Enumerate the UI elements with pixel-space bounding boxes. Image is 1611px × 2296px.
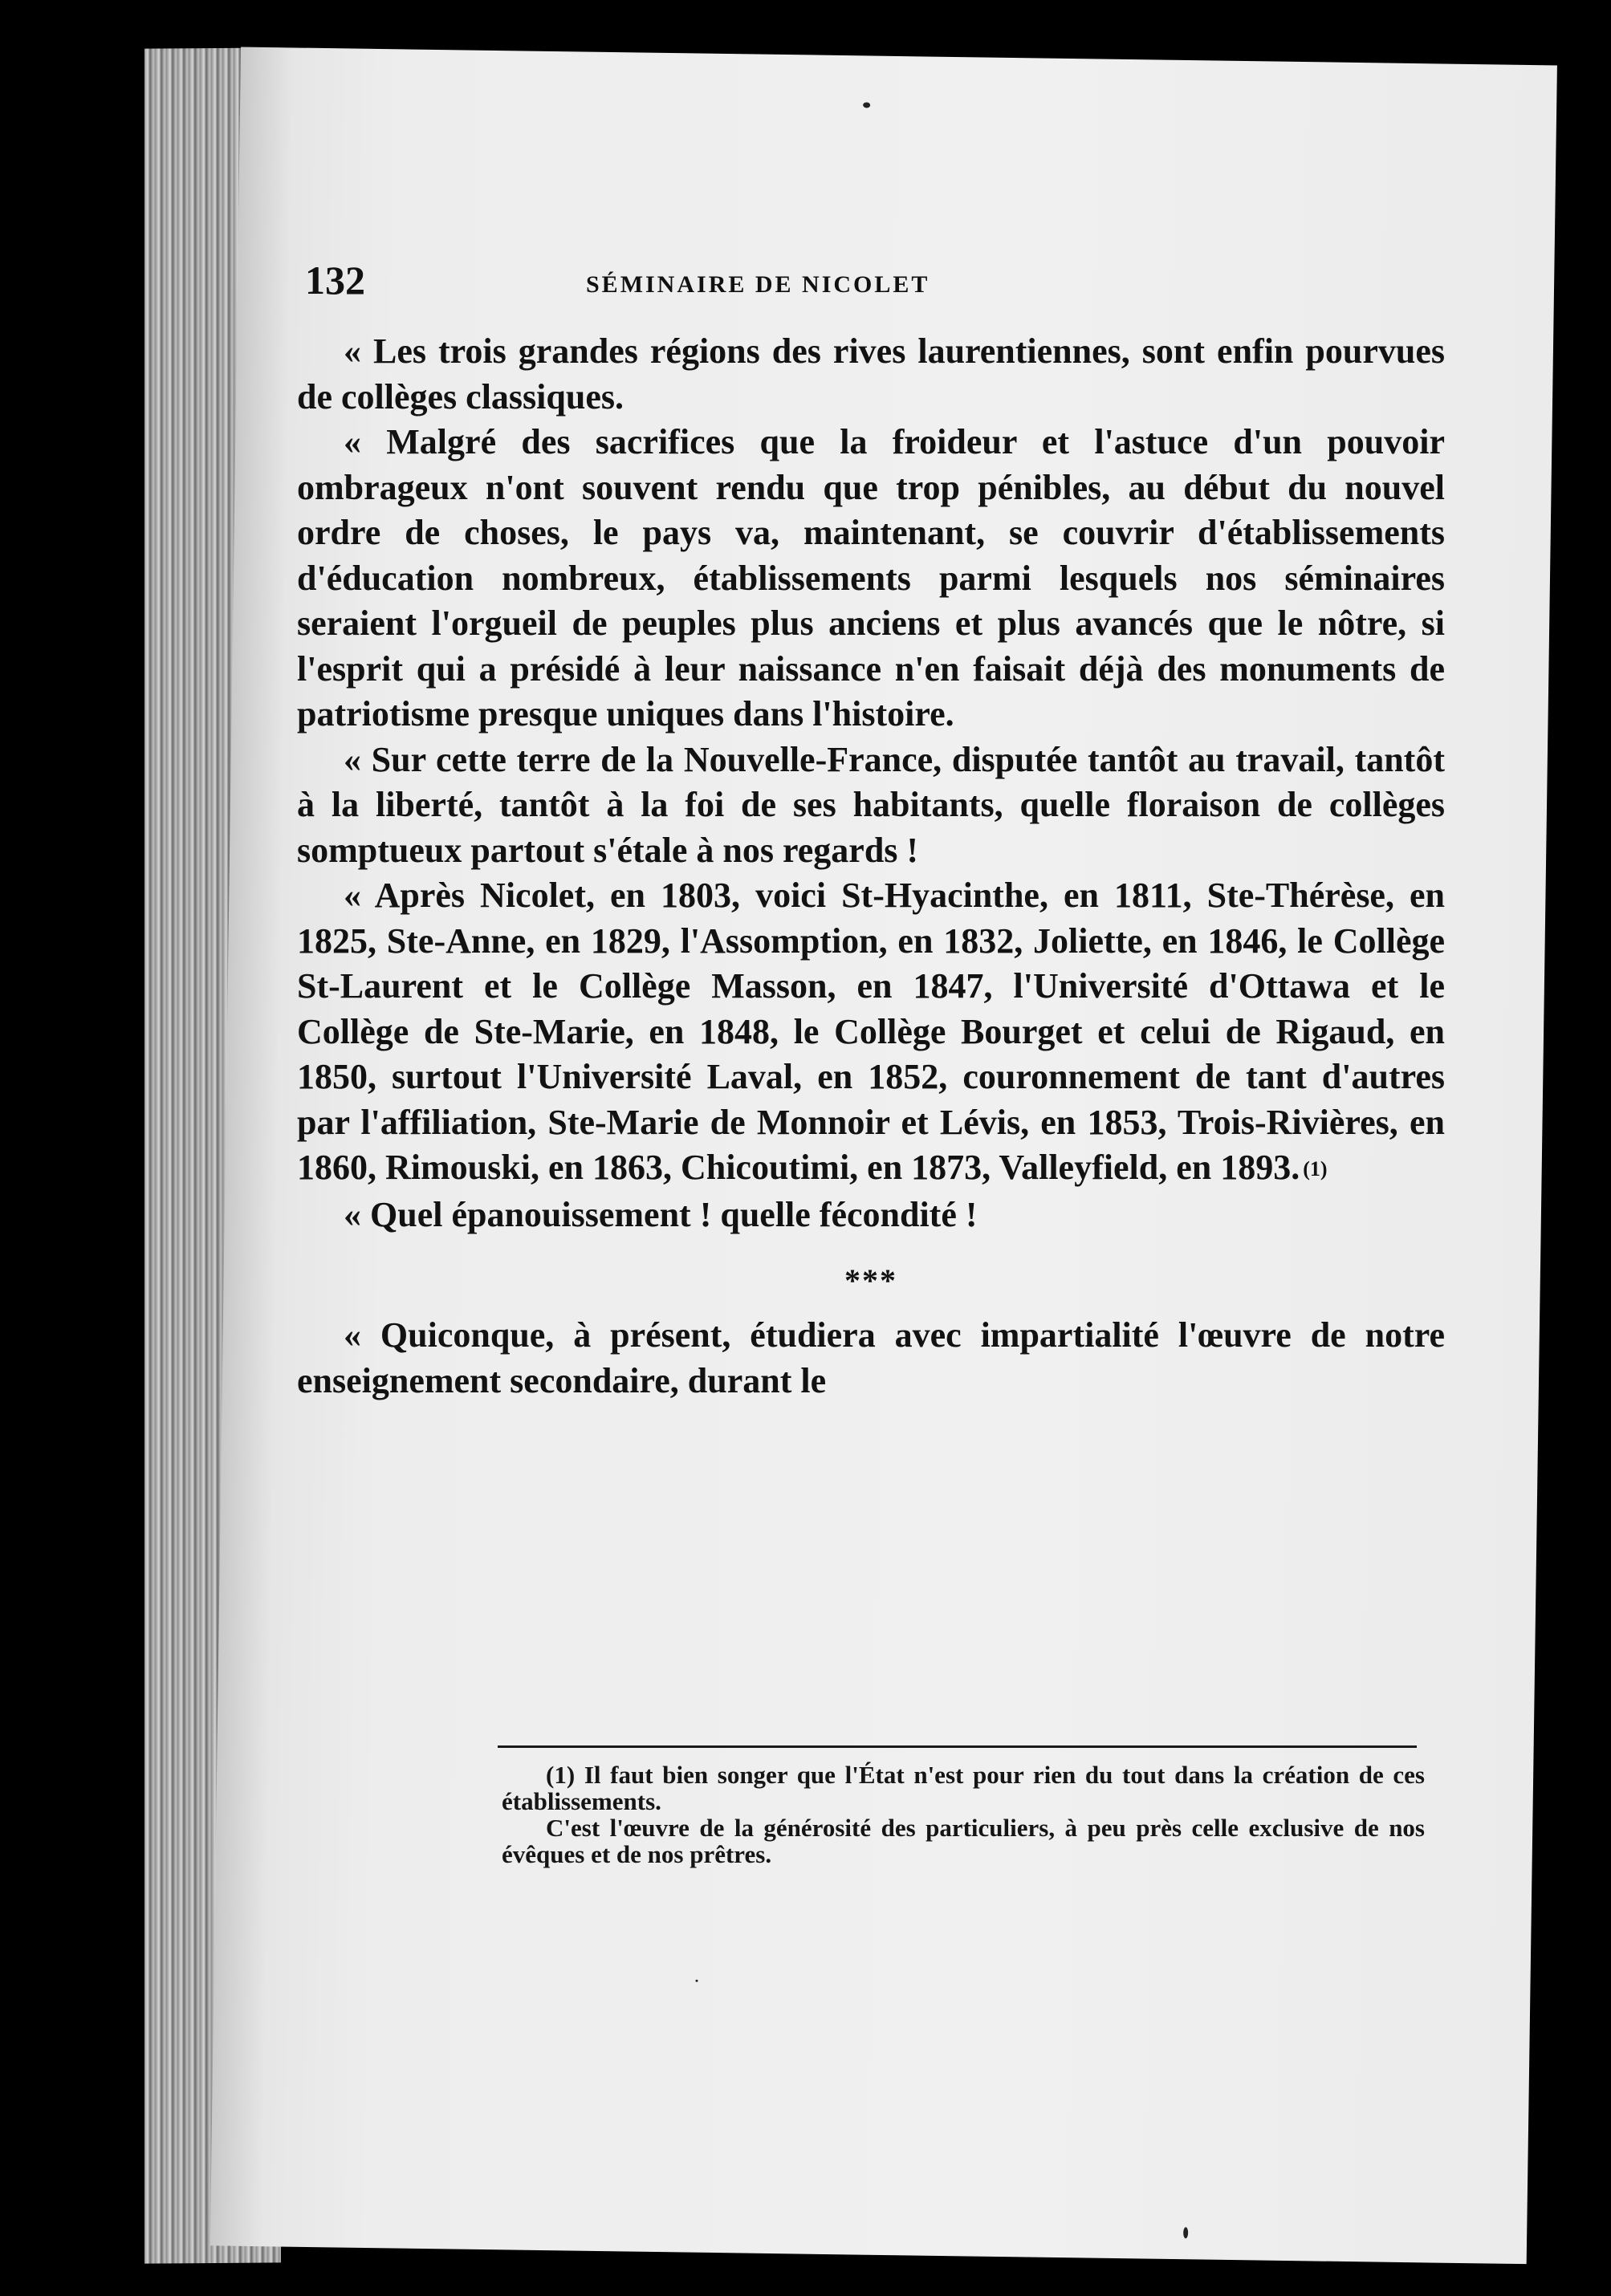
page-header [305, 257, 1445, 321]
paragraph: « Quel épanouissement ! quelle fécondité ! [344, 1194, 978, 1234]
paragraph: « Quiconque, à présent, étudiera avec impartialité l'œuvre de notre enseignement secondaire, durant le [297, 1315, 1445, 1400]
page-number: 132 [305, 258, 365, 303]
footnote-reference: (1) [1303, 1157, 1328, 1181]
ink-speck [695, 1980, 698, 1982]
footnote: C'est l'œuvre de la générosité des particuliers, à peu près celle exclusive de nos évêques et de nos prêtres. [502, 1814, 1425, 1868]
paragraph: « Sur cette terre de la Nouvelle-France, disputée tantôt au travail, tantôt à la liberté, tantôt à la foi de ses habitants, quelle floraison de collèges somptueux partout s'étale à nos regards ! [297, 739, 1445, 870]
paragraph: « Malgré des sacrifices que la froideur et l'astuce d'un pouvoir ombrageux n'ont souvent rendu que trop pénibles, au début du nouvel ordre de choses, le pays va, maintenant, se couvrir d'établissements d'éducation nombreux, établissements parmi lesquels nos séminaires seraient l'orgueil de peuples plus anciens et plus avancés que le nôtre, si l'esprit qui a présidé à leur naissance n'en faisait déjà des monuments de patriotisme presque uniques dans l'histoire. [297, 422, 1445, 734]
running-title: SÉMINAIRE DE NICOLET [586, 271, 930, 298]
ink-speck [863, 102, 870, 108]
ink-speck [1183, 2227, 1188, 2238]
body-text [297, 329, 1445, 1404]
paragraph: « Les trois grandes régions des rives laurentiennes, sont enfin pourvues de collèges classiques. [297, 331, 1445, 417]
footnote: (1) Il faut bien songer que l'État n'est pour rien du tout dans la création de ces établissements. [502, 1761, 1425, 1815]
paragraph-with-footnote [297, 873, 1445, 1193]
footnote-rule [498, 1745, 1417, 1748]
paragraph: « Après Nicolet, en 1803, voici St-Hyacinthe, en 1811, Ste-Thérèse, en 1825, Ste-Anne, en 1829, l'Assomption, en 1832, Joliette, en 1846, le Collège St-Laurent et le Collège Masson, en 1847, l'Université d'Ottawa et le Collège de Ste-Marie, en 1848, le Collège Bourget et celui de Rigaud, en 1850, surtout l'Université Laval, en 1852, couronnement de tant d'autres par l'affiliation, Ste-Marie de Monnoir et Lévis, en 1853, Trois-Rivières, en 1860, Rimouski, en 1863, Chicoutimi, en 1873, Valleyfield, en 1893. [297, 876, 1445, 1187]
footnotes [502, 1762, 1425, 1867]
section-divider: *** [844, 1262, 897, 1298]
